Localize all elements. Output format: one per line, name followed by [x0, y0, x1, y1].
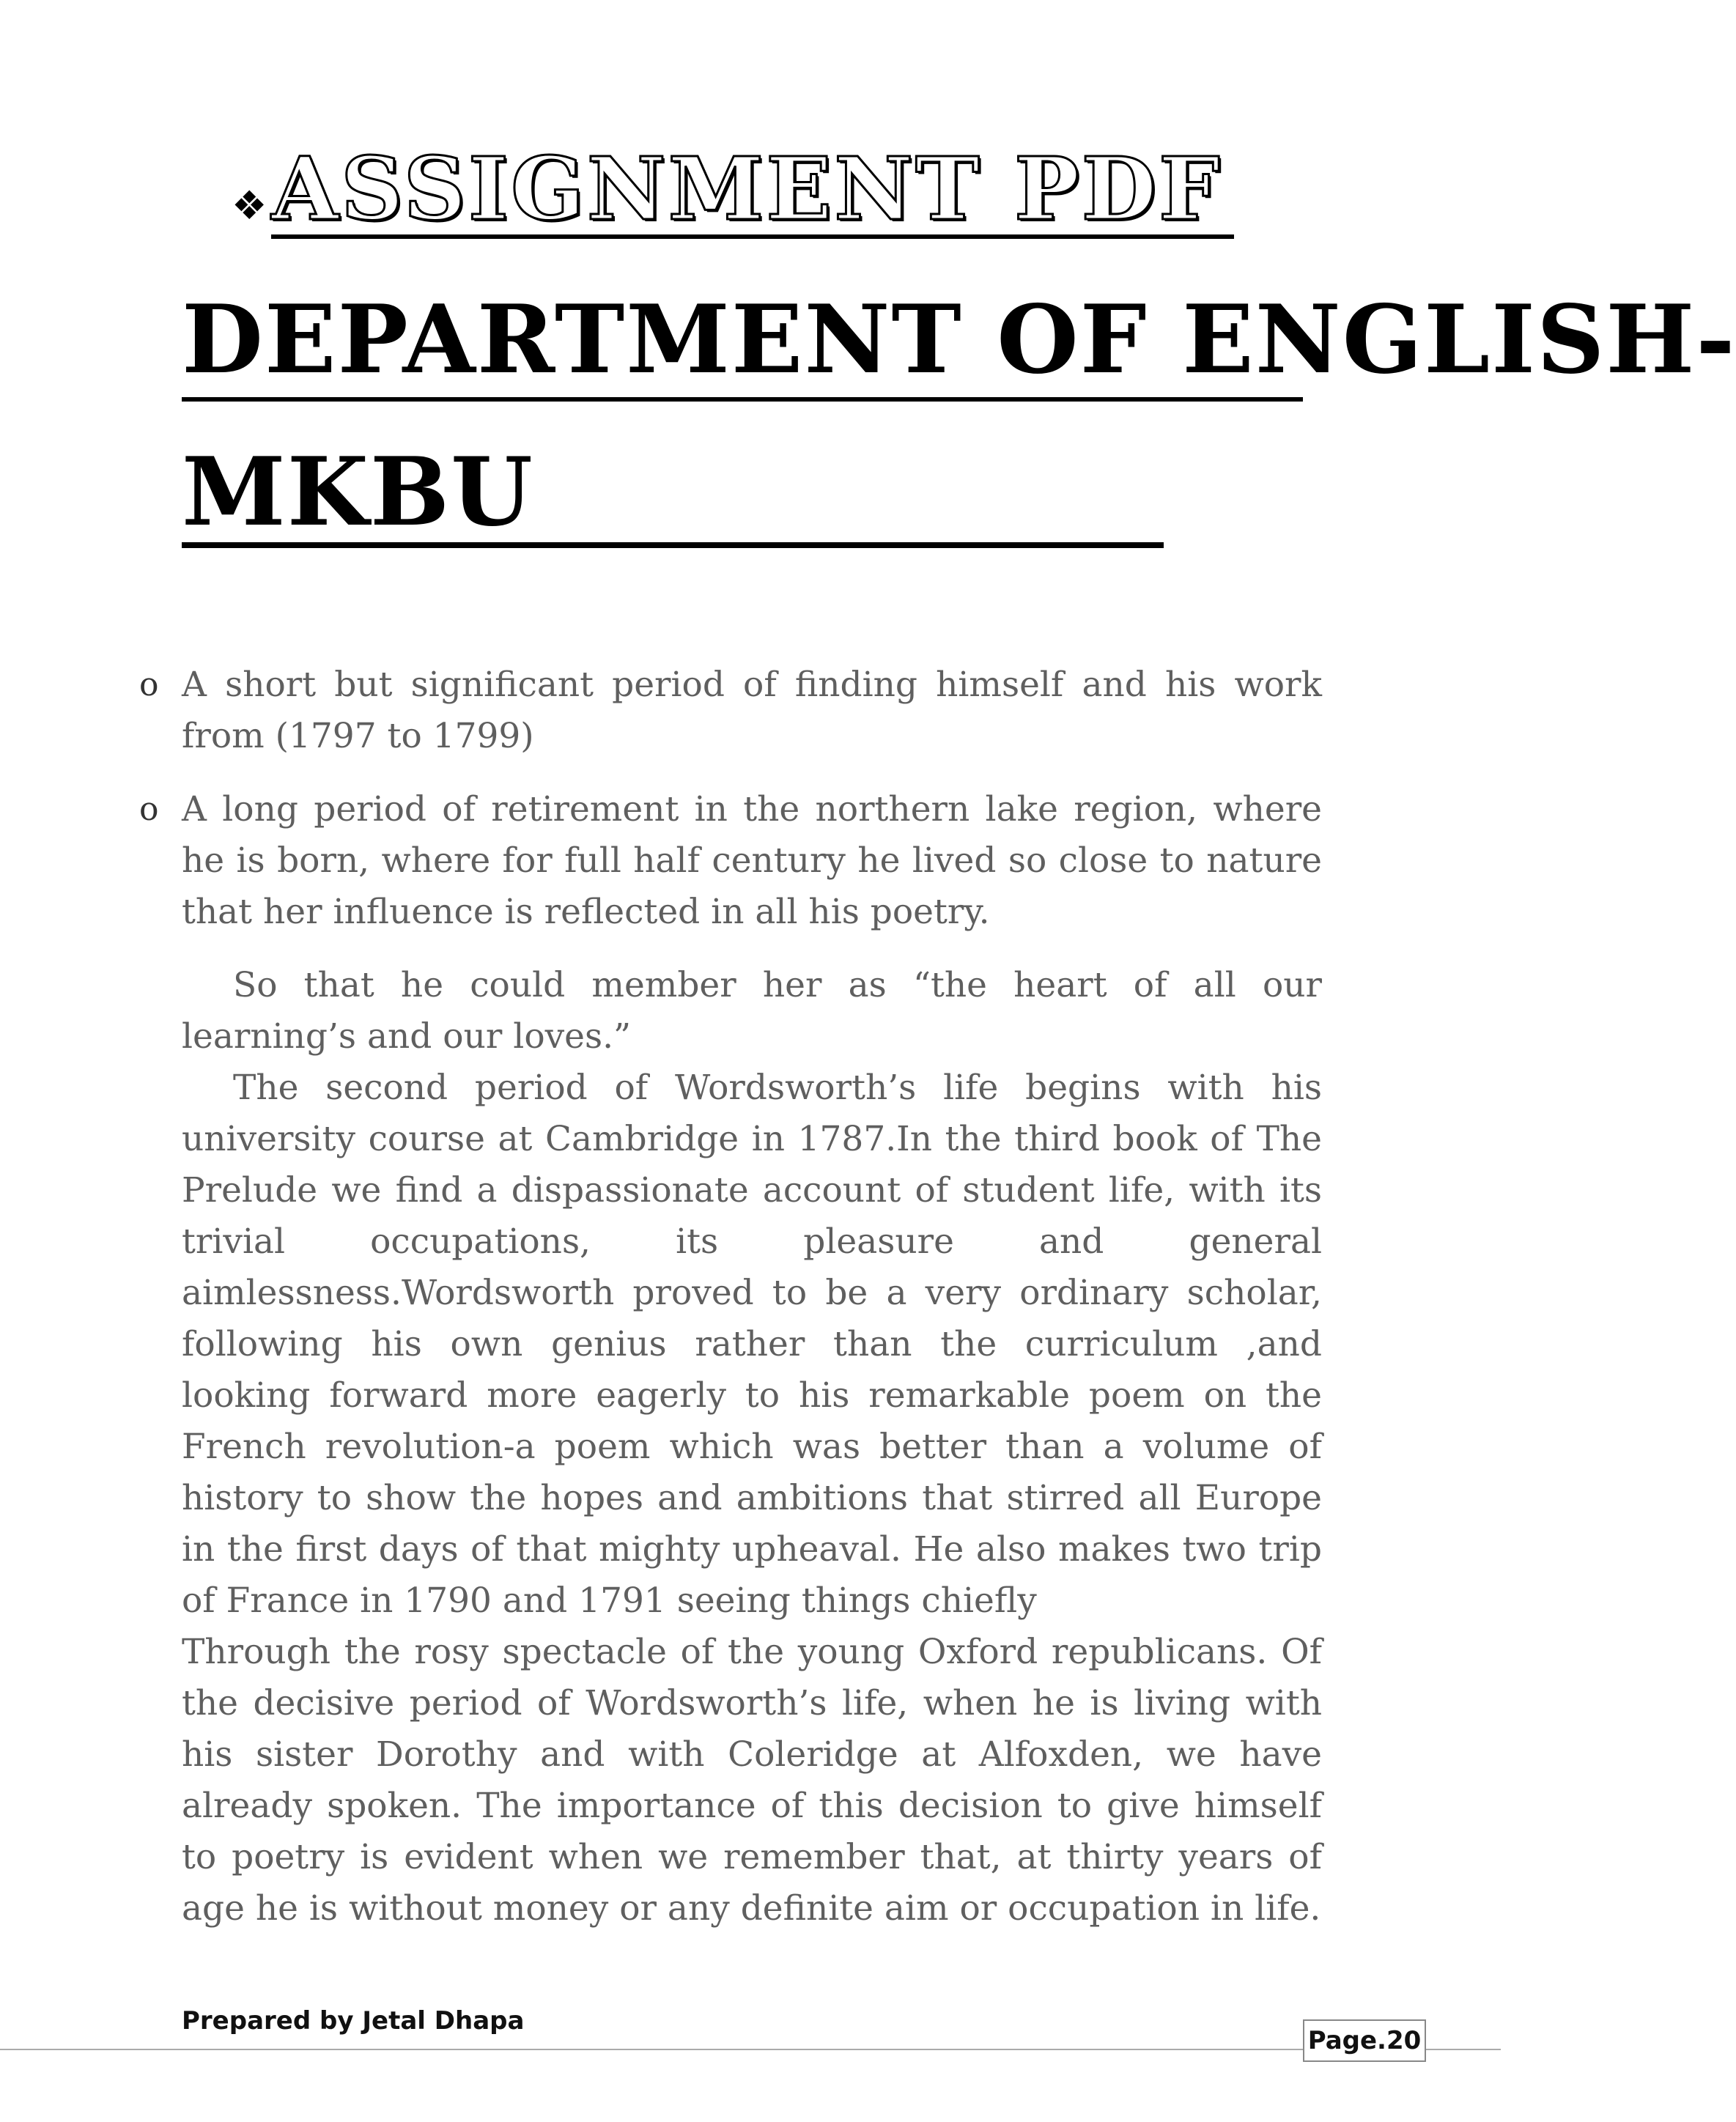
footer-author: Prepared by Jetal Dhapa [182, 2006, 525, 2036]
paragraph: The second period of Wordsworth’s life begins with his university course at Cambridge in 1787.In the third book of The Prelude we find a dispassionate account of student life, with its trivial occupations, its pleasure and general aimlessness.Wordsworth proved to be a very ordinary scholar, following his own genius rather than the curriculum ,and looking forward more eagerly to his remarkable poem on the French revolution-a poem which was better than a volume of history to show the hopes and ambitions that stirred all Europe in the first days of that mighty upheaval. He also makes two trip of France in 1790 and 1791 seeing things chiefly [182, 1068, 1322, 1621]
department-heading [182, 285, 1736, 548]
list-item [139, 784, 1322, 938]
list-item-text: A long period of retirement in the northern lake region, where he is born, where for full half century he lived so close to nature that her influence is reflected in all his poetry. [182, 789, 1322, 932]
period-list [139, 659, 1322, 938]
paragraph: Through the rosy spectacle of the young Oxford republicans. Of the decisive period of Wordsworth’s life, when he is living with his sister Dorothy and with Coleridge at Alfoxden, we have already spoken. The importance of this decision to give himself to poetry is evident when we remember that, at thirty years of age he is without money or any definite aim or occupation in life. [182, 1632, 1322, 1929]
assignment-heading [232, 138, 1234, 240]
footer-divider [0, 2049, 1501, 2050]
list-item [139, 659, 1322, 762]
department-title-line2: MKBU [182, 446, 1164, 548]
diamond-bullet-icon: ❖ [232, 182, 267, 229]
list-bullet-icon: o [139, 791, 159, 828]
paragraph: So that he could member her as “the heart of all our learning’s and our loves.” [182, 965, 1322, 1057]
list-item-text: A short but significant period of finding himself and his work from (1797 to 1799) [182, 665, 1322, 756]
list-bullet-icon: o [139, 666, 159, 703]
document-body [139, 659, 1322, 1934]
department-title-line1: DEPARTMENT OF ENGLISH- [182, 293, 1303, 402]
assignment-title: ASSIGNMENT PDF [271, 144, 1233, 239]
page-number: Page.20 [1303, 2019, 1426, 2062]
